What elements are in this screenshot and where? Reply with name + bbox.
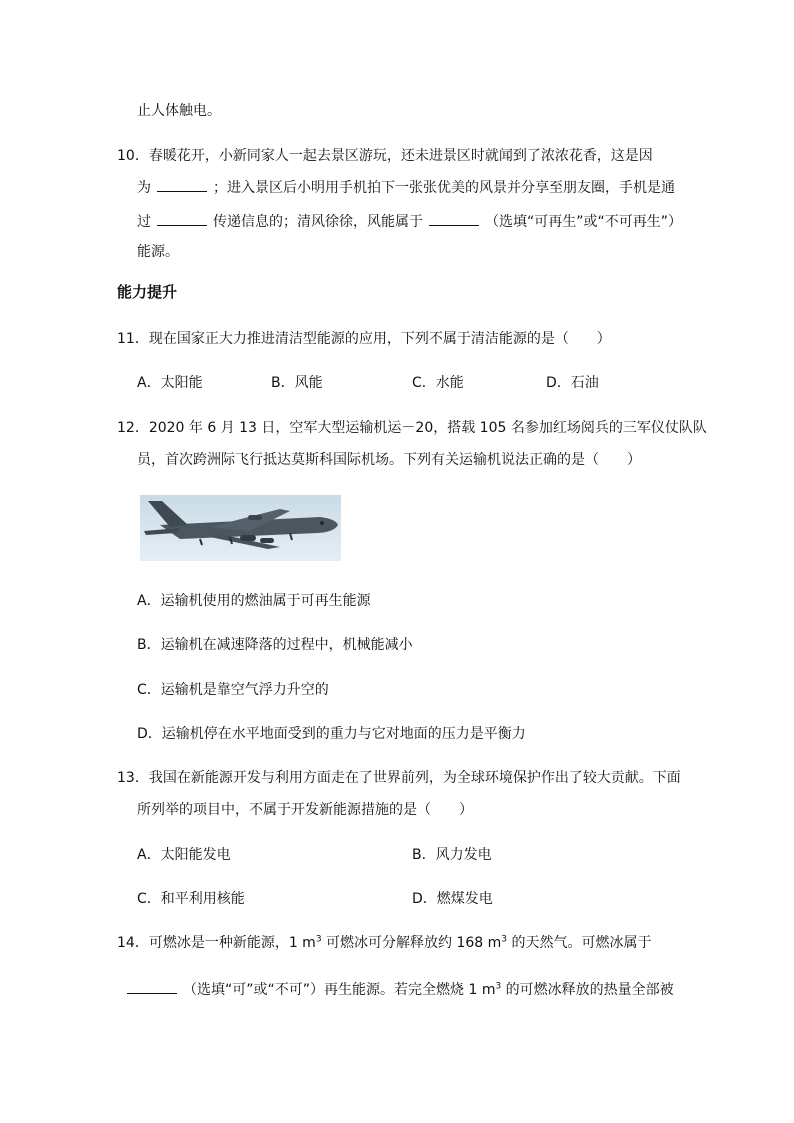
answer-blank[interactable] bbox=[429, 211, 479, 226]
q12-option-a[interactable]: A．运输机使用的燃油属于可再生能源 bbox=[137, 593, 371, 609]
answer-blank[interactable] bbox=[157, 177, 207, 192]
transport-plane-image bbox=[140, 495, 341, 561]
q11-option-d[interactable]: D．石油 bbox=[546, 375, 599, 391]
q11-option-b[interactable]: B．风能 bbox=[271, 375, 323, 391]
answer-blank[interactable] bbox=[127, 979, 177, 994]
q11-option-c[interactable]: C．水能 bbox=[412, 375, 464, 391]
q13-line-2: 所列举的项目中，不属于开发新能源措施的是（ ） bbox=[137, 802, 473, 818]
q11-option-a[interactable]: A．太阳能 bbox=[137, 375, 203, 391]
q13-line-1: 13．我国在新能源开发与利用方面走在了世界前列，为全球环境保护作出了较大贡献。下面 bbox=[117, 770, 681, 786]
q13-option-c[interactable]: C．和平利用核能 bbox=[137, 891, 245, 907]
q10-text: （选填“可再生”或“不可再生”） bbox=[485, 214, 683, 230]
q9-tail: 止人体触电。 bbox=[137, 103, 221, 119]
q14-line-2 bbox=[127, 979, 674, 1000]
q10-line-3 bbox=[137, 211, 682, 232]
q12-line-2: 员，首次跨洲际飞行抵达莫斯科国际机场。下列有关运输机说法正确的是（ ） bbox=[137, 452, 641, 468]
q12-option-c[interactable]: C．运输机是靠空气浮力升空的 bbox=[137, 682, 329, 698]
q10-text: 传递信息的；清风徐徐，风能属于 bbox=[213, 214, 423, 230]
superscript: 3 bbox=[315, 934, 322, 945]
q10-line-1: 10．春暖花开，小新同家人一起去景区游玩，还未进景区时就闻到了浓浓花香，这是因 bbox=[117, 148, 653, 164]
q13-option-d[interactable]: D．燃煤发电 bbox=[412, 891, 493, 907]
section-title: 能力提升 bbox=[117, 283, 178, 301]
answer-blank[interactable] bbox=[157, 211, 207, 226]
q11-stem: 11．现在国家正大力推进清洁型能源的应用，下列不属于清洁能源的是（ ） bbox=[117, 331, 611, 347]
q10-line-2 bbox=[137, 177, 675, 198]
q10-text: 为 bbox=[137, 180, 151, 196]
q12-option-b[interactable]: B．运输机在减速降落的过程中，机械能减小 bbox=[137, 637, 413, 653]
superscript: 3 bbox=[495, 981, 502, 992]
q14-text: 14．可燃冰是一种新能源，1 m bbox=[117, 935, 316, 951]
q13-option-b[interactable]: B．风力发电 bbox=[412, 847, 492, 863]
q14-text: （选填“可”或“不可”）再生能源。若完全燃烧 1 m bbox=[183, 982, 496, 998]
q13-option-a[interactable]: A．太阳能发电 bbox=[137, 847, 231, 863]
q10-text: ；进入景区后小明用手机拍下一张张优美的风景并分享至朋友圈，手机是通 bbox=[213, 180, 675, 196]
q12-option-d[interactable]: D．运输机停在水平地面受到的重力与它对地面的压力是平衡力 bbox=[137, 726, 526, 742]
q12-line-1: 12．2020 年 6 月 13 日，空军大型运输机运－20，搭载 105 名参加红场阅兵的三军仪仗队队 bbox=[117, 420, 707, 436]
q10-text: 过 bbox=[137, 214, 151, 230]
q14-text: 的天然气。可燃冰属于 bbox=[511, 935, 652, 951]
q14-text: 的可燃冰释放的热量全部被 bbox=[505, 982, 674, 998]
q14-text: 可燃冰可分解释放约 168 m bbox=[326, 935, 502, 951]
q10-line-4: 能源。 bbox=[137, 244, 179, 260]
q14-line-1 bbox=[117, 933, 651, 953]
superscript: 3 bbox=[501, 934, 507, 945]
